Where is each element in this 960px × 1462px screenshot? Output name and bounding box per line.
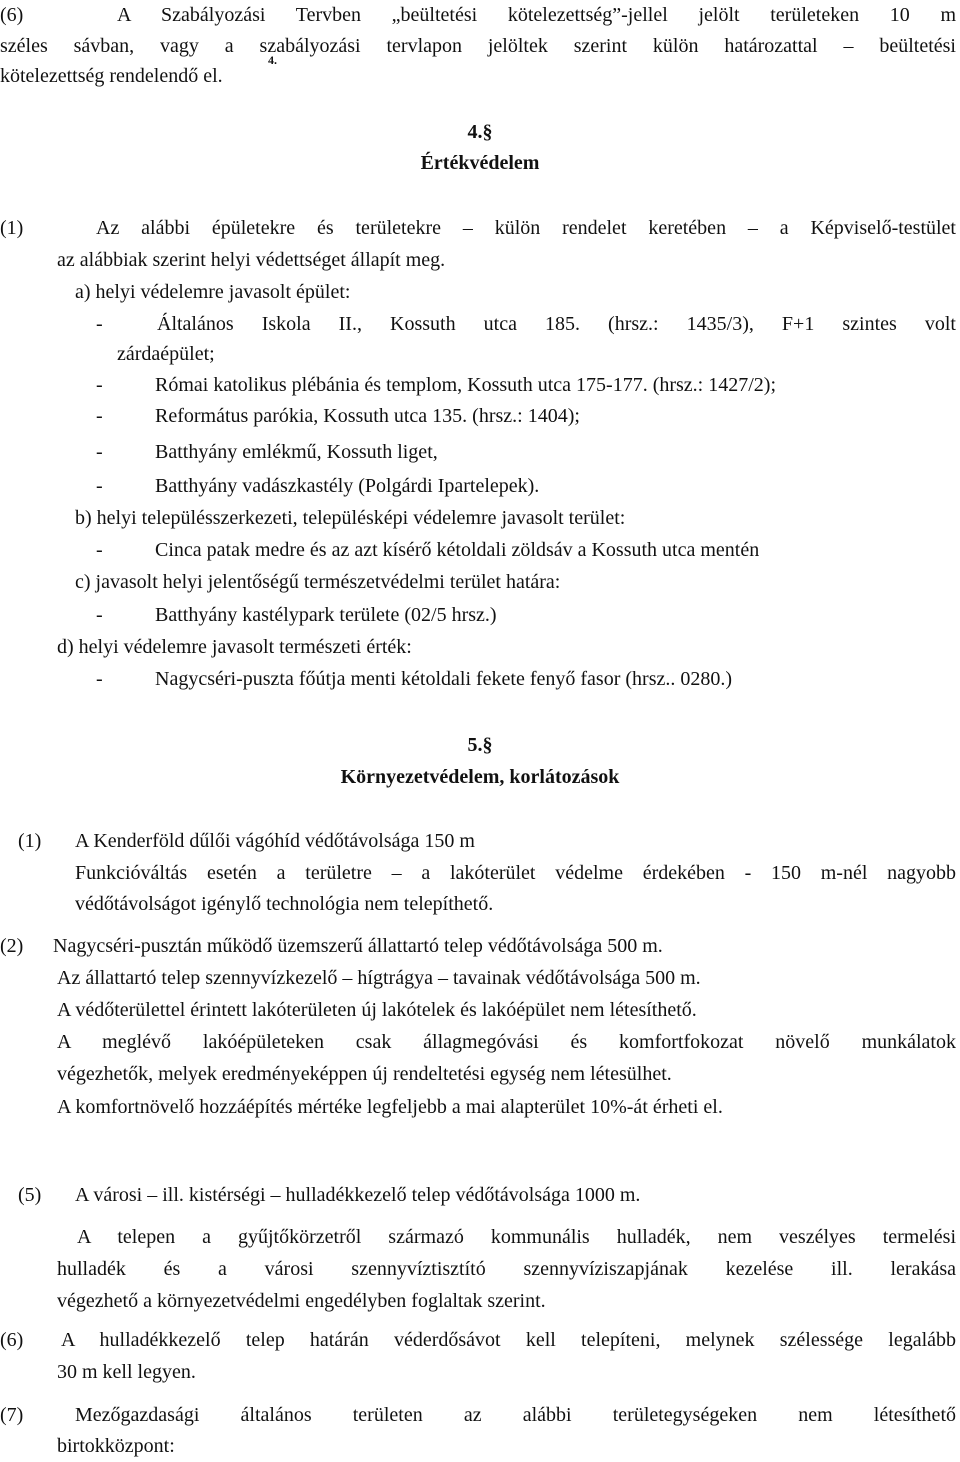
- text-line: A meglévő lakóépületeken csak állagmegóvási és komfortfokozat növelő munkálatok: [57, 1031, 956, 1053]
- text-line: Batthyány kastélypark területe (02/5 hrsz.): [155, 604, 497, 626]
- text-line: -: [96, 475, 103, 497]
- text-line: Református parókia, Kossuth utca 135. (hrsz.: 1404);: [155, 405, 580, 427]
- text-line: a) helyi védelemre javasolt épület:: [75, 281, 351, 303]
- text-line: Az állattartó telep szennyvízkezelő – hígtrágya – tavainak védőtávolsága 500 m.: [57, 967, 701, 989]
- text-line: A Kenderföld dűlői vágóhíd védőtávolsága 150 m: [75, 830, 475, 852]
- text-line: Batthyány emlékmű, Kossuth liget,: [155, 441, 438, 463]
- section-heading: Értékvédelem: [420, 152, 540, 174]
- text-line: (1): [18, 830, 42, 852]
- text-line: (6): [0, 4, 24, 26]
- text-line: hulladék és a városi szennyvíztisztító szennyvíziszapjának kezelése ill. lerakása: [57, 1258, 956, 1280]
- section-heading: 5.§: [467, 734, 493, 756]
- text-line: védőtávolságot igénylő technológia nem telepíthető.: [75, 893, 494, 915]
- section-heading: 4.§: [467, 121, 493, 143]
- text-line: végezhetők, melyek eredményeképpen új rendeltetési egység nem létesülhet.: [57, 1063, 672, 1085]
- text-line: A Szabályozási Tervben „beültetési kötelezettség”-jellel jelölt területeken 10 m: [117, 4, 956, 26]
- section-heading: Környezetvédelem, korlátozások: [340, 766, 620, 788]
- text-line: kötelezettség rendelendő el.: [0, 65, 223, 87]
- text-line: Az alábbi épületekre és területekre – külön rendelet keretében – a Képviselő-testület: [96, 217, 956, 239]
- footnote-marker: 4.: [268, 53, 277, 67]
- text-line: c) javasolt helyi jelentőségű természetvédelmi terület határa:: [75, 571, 561, 593]
- text-line: birtokközpont:: [57, 1435, 175, 1457]
- text-line: A védőterülettel érintett lakóterületen új lakótelek és lakóépület nem létesíthető.: [57, 999, 697, 1021]
- text-line: Funkcióváltás esetén a területre – a lakóterület védelme érdekében - 150 m-nél nagyobb: [75, 862, 956, 884]
- text-line: végezhető a környezetvédelmi engedélyben foglaltak szerint.: [57, 1290, 546, 1312]
- text-line: d) helyi védelemre javasolt természeti érték:: [57, 636, 412, 658]
- text-line: -: [96, 441, 103, 463]
- text-line: széles sávban, vagy a szabályozási tervlapon jelöltek szerint külön határozattal – beültetési: [0, 35, 956, 57]
- text-line: A komfortnövelő hozzáépítés mértéke legfeljebb a mai alapterület 10%-át érheti el.: [57, 1096, 723, 1118]
- text-line: -: [96, 668, 103, 690]
- text-line: -: [96, 313, 103, 335]
- text-line: Nagycséri-puszta főútja menti kétoldali fekete fenyő fasor (hrsz.. 0280.): [155, 668, 733, 690]
- text-line: (7): [0, 1404, 24, 1426]
- text-line: Batthyány vadászkastély (Polgárdi Ipartelepek).: [155, 475, 540, 497]
- text-line: -: [96, 374, 103, 396]
- text-line: A telepen a gyűjtőkörzetről származó kommunális hulladék, nem veszélyes termelési: [77, 1226, 956, 1248]
- text-line: (2): [0, 935, 24, 957]
- text-line: -: [96, 539, 103, 561]
- text-line: A hulladékkezelő telep határán véderdősávot kell telepíteni, melynek szélessége legalább: [61, 1329, 956, 1351]
- text-line: zárdaépület;: [117, 343, 215, 365]
- text-line: Mezőgazdasági általános területen az alábbi területegységeken nem létesíthető: [75, 1404, 956, 1426]
- text-line: -: [96, 604, 103, 626]
- text-line: Cinca patak medre és az azt kísérő kétoldali zöldsáv a Kossuth utca mentén: [155, 539, 760, 561]
- text-line: (1): [0, 217, 24, 239]
- text-line: (6): [0, 1329, 24, 1351]
- text-line: (5): [18, 1184, 42, 1206]
- text-line: Nagycséri-pusztán működő üzemszerű állattartó telep védőtávolsága 500 m.: [53, 935, 663, 957]
- text-line: az alábbiak szerint helyi védettséget állapít meg.: [57, 249, 446, 271]
- text-line: b) helyi településszerkezeti, településképi védelemre javasolt terület:: [75, 507, 626, 529]
- text-line: 30 m kell legyen.: [57, 1361, 196, 1383]
- text-line: Általános Iskola II., Kossuth utca 185. (hrsz.: 1435/3), F+1 szintes volt: [157, 313, 956, 335]
- text-line: A városi – ill. kistérségi – hulladékkezelő telep védőtávolsága 1000 m.: [75, 1184, 641, 1206]
- text-line: Római katolikus plébánia és templom, Kossuth utca 175-177. (hrsz.: 1427/2);: [155, 374, 777, 396]
- text-line: -: [96, 405, 103, 427]
